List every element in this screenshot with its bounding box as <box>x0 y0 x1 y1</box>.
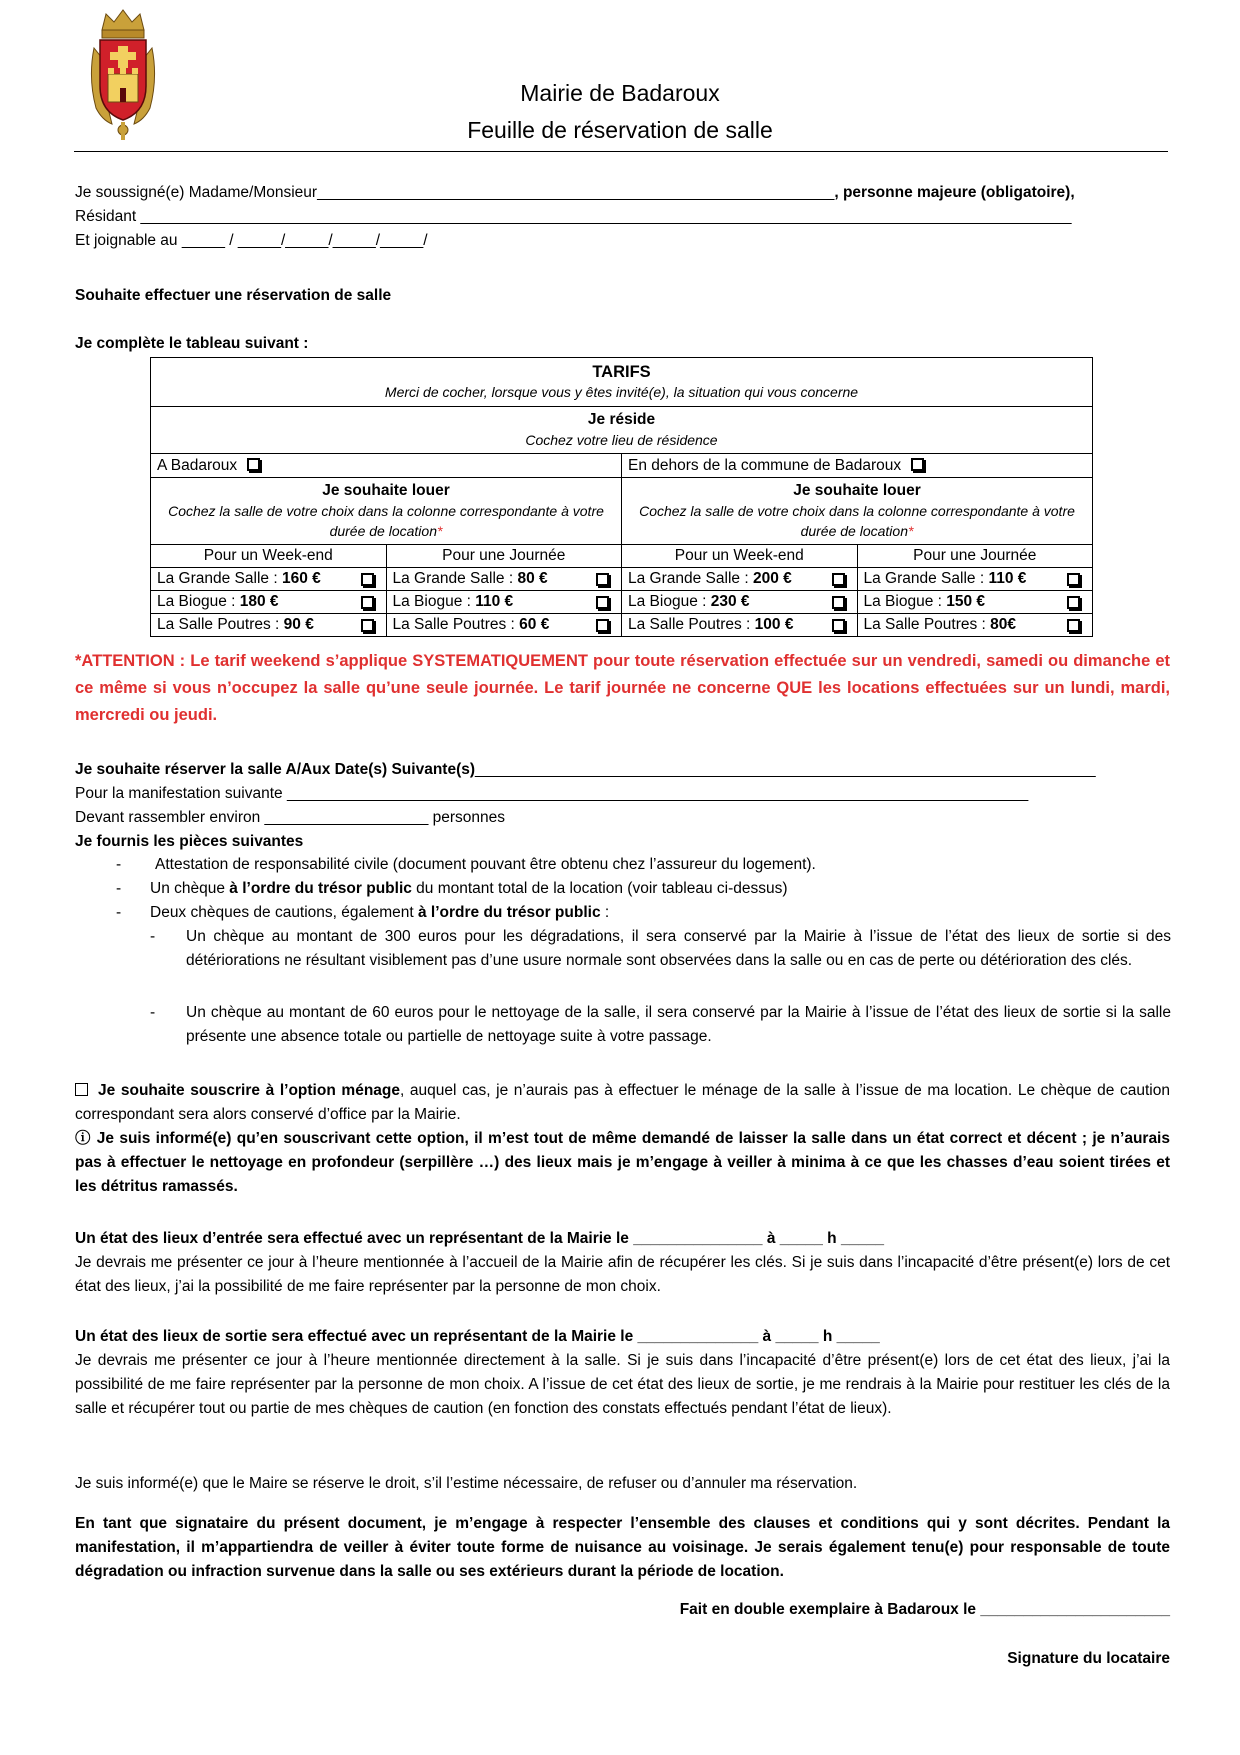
table-row <box>151 614 1093 637</box>
attention-notice: *ATTENTION : Le tarif weekend s’applique SYSTEMATIQUEMENT pour toute réservation effectuée sur un vendredi, samedi ou dimanche et ce même si vous n’occupez la salle qu’une seule journée. Le tarif journée ne concerne QUE les locations effectuées sur un lundi, mardi, mercredi ou jeudi. <box>75 652 1170 724</box>
price-value: 110 € <box>988 570 1027 587</box>
louer-header-left <box>151 478 622 545</box>
price-checkbox[interactable] <box>361 573 374 586</box>
piece-attestation: Attestation de responsabilité civile (document pouvant être obtenu chez l’assureur du logement). <box>155 856 816 873</box>
price-cell <box>622 591 858 614</box>
price-cell <box>857 568 1093 591</box>
page-title-line1: Mairie de Badaroux <box>520 80 720 106</box>
room-label: La Salle Poutres : <box>157 616 284 633</box>
price-cell <box>386 614 622 637</box>
price-value: 160 € <box>281 570 321 587</box>
room-label: La Grande Salle : <box>863 570 989 587</box>
caution-nettoyage: Un chèque au montant de 60 euros pour le nettoyage de la salle, il sera conservé par la Mairie à l’issue de l’état des lieux de sortie si la salle présente une absence totale ou partielle de nettoyage suite à votre passage. <box>186 1004 1171 1045</box>
etat-entree-field[interactable]: Un état des lieux d’entrée sera effectué avec un représentant de la Mairie le _______________ à _____ h _____ <box>75 1230 885 1247</box>
price-value: 200 € <box>752 570 792 587</box>
price-cell <box>386 568 622 591</box>
louer-subtitle-left: Cochez la salle de votre choix dans la colonne correspondante à votre durée de location <box>168 503 604 539</box>
dates-line <box>75 760 1096 780</box>
manifestation-field[interactable]: Pour la manifestation suivante ______________________________________________________________________________________ <box>75 785 1029 802</box>
residence-badaroux-cell <box>151 454 622 478</box>
col-journee-outside: Pour une Journée <box>857 545 1093 568</box>
caution-degradations: Un chèque au montant de 300 euros pour les dégradations, il sera conservé par la Mairie à l’issue de l’état des lieux de sortie si des détériorations ne résultant visiblement pas d’une usure normale sont observées dans la salle ou en cas de perte ou détérioration des clés. <box>186 928 1171 969</box>
piece-cheques-caution: Deux chèques de cautions, également à l’ordre du trésor public : <box>150 904 610 921</box>
louer-subtitle-right: Cochez la salle de votre choix dans la colonne correspondante à votre durée de location <box>639 503 1075 539</box>
residence-badaroux-checkbox[interactable] <box>247 458 260 471</box>
residence-header-cell <box>151 407 1093 454</box>
price-checkbox[interactable] <box>832 619 845 632</box>
identity-name-suffix: , personne majeure (obligatoire), <box>834 184 1075 201</box>
etat-sortie-field[interactable]: Un état des lieux de sortie sera effectué avec un représentant de la Mairie le ______________ à _____ h _____ <box>75 1328 880 1345</box>
piece-cheque-location: Un chèque à l’ordre du trésor public du montant total de la location (voir tableau ci-dessus) <box>150 880 788 897</box>
room-label: La Biogue : <box>628 593 711 610</box>
price-checkbox[interactable] <box>1067 619 1080 632</box>
price-cell <box>857 614 1093 637</box>
price-cell <box>151 568 387 591</box>
residence-title: Je réside <box>587 411 656 428</box>
room-label: La Biogue : <box>392 593 476 610</box>
etat-sortie-text: Je devrais me présenter ce jour à l’heure mentionnée directement à la salle. Si je suis dans l’incapacité d’être présent(e) lors de cet état des lieux, j’ai la possibilité de me faire représenter par la personne de mon choix. A l’issue de cet état des lieux de sortie, je me rendrais à la Mairie pour restituer les clés de la salle et récupérer tout ou partie de mes chèques de caution (en fonction des constats effectués pendant l’état de lieux). <box>75 1352 1170 1417</box>
residence-outside-cell <box>622 454 1093 478</box>
price-checkbox[interactable] <box>1067 573 1080 586</box>
col-weekend-outside: Pour un Week-end <box>622 545 858 568</box>
room-label: La Biogue : <box>863 593 947 610</box>
louer-star-right: * <box>907 523 914 539</box>
dates-field[interactable]: ________________________________________________________________________ <box>475 761 1096 778</box>
table-row <box>151 591 1093 614</box>
tarifs-title: TARIFS <box>592 363 651 381</box>
signature-label: Signature du locataire <box>1007 1650 1170 1667</box>
price-checkbox[interactable] <box>361 619 374 632</box>
price-value: 150 € <box>946 593 986 610</box>
louer-star-left: * <box>436 523 443 539</box>
price-cell <box>151 614 387 637</box>
price-value: 180 € <box>239 593 279 610</box>
louer-title-left: Je souhaite louer <box>322 482 450 499</box>
price-checkbox[interactable] <box>832 596 845 609</box>
pieces-heading: Je fournis les pièces suivantes <box>75 833 304 850</box>
identity-name-prefix: Je soussigné(e) Madame/Monsieur <box>75 184 318 201</box>
price-value: 100 € <box>754 616 794 633</box>
price-checkbox[interactable] <box>361 596 374 609</box>
list-dash: - <box>150 928 156 945</box>
col-weekend-badaroux: Pour un Week-end <box>151 545 387 568</box>
menage-option <box>75 1079 1170 1127</box>
room-label: La Grande Salle : <box>157 570 282 587</box>
price-value: 80€ <box>990 616 1017 633</box>
menage-info <box>75 1127 1170 1199</box>
room-label: La Biogue : <box>157 593 240 610</box>
residence-subtitle: Cochez votre lieu de résidence <box>525 432 718 448</box>
dates-label: Je souhaite réserver la salle A/Aux Date(s) Suivante(s) <box>75 761 476 778</box>
col-journee-badaroux: Pour une Journée <box>386 545 622 568</box>
refus-notice: Je suis informé(e) que le Maire se réserve le droit, s’il l’estime nécessaire, de refuser ou d’annuler ma réservation. <box>75 1475 858 1492</box>
identity-line-name <box>75 183 1075 203</box>
price-cell <box>386 591 622 614</box>
menage-checkbox[interactable] <box>75 1083 88 1096</box>
menage-option-label: Je souhaite souscrire à l’option ménage <box>98 1082 400 1099</box>
people-count-field[interactable]: Devant rassembler environ ___________________ personnes <box>75 809 506 826</box>
list-dash: - <box>116 880 122 897</box>
price-cell <box>622 568 858 591</box>
reservation-request-heading: Souhaite effectuer une réservation de salle <box>75 287 392 304</box>
price-cell <box>857 591 1093 614</box>
menage-option-text: , auquel cas, je n’aurais pas à effectuer le ménage de la salle à l’issue de ma location. Le chèque de caution correspondant sera alors conservé d’office par la Mairie. <box>75 1082 1170 1123</box>
room-label: La Salle Poutres : <box>863 616 991 633</box>
price-checkbox[interactable] <box>832 573 845 586</box>
menage-info-text: Je suis informé(e) qu’en souscrivant cette option, il m’est tout de même demandé de laisser la salle dans un état correct et décent ; je n’aurais pas à effectuer le nettoyage en profondeur (serpillère …) des lieux mais je m’engage à veiller à minima à ce que les chasses d’eau soient tirées et les détritus ramassés. <box>75 1130 1170 1195</box>
etat-entree-text: Je devrais me présenter ce jour à l’heure mentionnée à l’accueil de la Mairie afin de récupérer les clés. Si je suis dans l’incapacité d’être présent(e) lors de cet état des lieux, j’ai la possibilité de me faire représenter par la personne de mon choix. <box>75 1254 1170 1295</box>
room-label: La Salle Poutres : <box>392 616 520 633</box>
price-checkbox[interactable] <box>1067 596 1080 609</box>
price-cell <box>151 591 387 614</box>
phone-field[interactable]: Et joignable au _____ / _____/_____/_____/_____/ <box>75 232 428 249</box>
table-row <box>151 568 1093 591</box>
room-label: La Grande Salle : <box>628 570 753 587</box>
residence-outside-label: En dehors de la commune de Badaroux <box>628 456 902 474</box>
price-value: 90 € <box>283 616 314 633</box>
tarifs-table <box>150 357 1093 637</box>
residence-outside-checkbox[interactable] <box>911 458 924 471</box>
fait-date-field[interactable]: Fait en double exemplaire à Badaroux le ______________________ <box>679 1601 1170 1618</box>
price-checkbox[interactable] <box>596 619 609 632</box>
tarifs-subtitle: Merci de cocher, lorsque vous y êtes invité(e), la situation qui vous concerne <box>384 384 859 400</box>
info-icon: ⓘ <box>75 1130 92 1147</box>
room-label: La Salle Poutres : <box>628 616 755 633</box>
price-value: 230 € <box>710 593 750 610</box>
louer-header-right <box>622 478 1093 545</box>
list-dash: - <box>150 1004 156 1021</box>
town-crest-logo <box>88 8 158 144</box>
price-value: 110 € <box>475 593 514 610</box>
price-cell <box>622 614 858 637</box>
page-title-line2: Feuille de réservation de salle <box>467 117 773 143</box>
tarifs-header-cell <box>151 358 1093 407</box>
residence-badaroux-label: A Badaroux <box>157 456 238 474</box>
list-dash: - <box>116 856 122 873</box>
louer-title-right: Je souhaite louer <box>793 482 921 499</box>
price-value: 80 € <box>517 570 548 587</box>
price-checkbox[interactable] <box>596 596 609 609</box>
price-checkbox[interactable] <box>596 573 609 586</box>
name-field[interactable]: ____________________________________________________________ <box>317 184 835 201</box>
header-divider <box>74 151 1168 152</box>
engagement-text: En tant que signataire du présent document, je m’engage à respecter l’ensemble des clauses et conditions qui y sont décrites. Pendant la manifestation, il m’appartiendra de veiller à éviter toute forme de nuisance au voisinage. Je serais également tenu(e) pour responsable de toute dégradation ou infraction survenue dans la salle ou ses extérieurs durant la période de location. <box>75 1515 1170 1580</box>
price-value: 60 € <box>519 616 550 633</box>
list-dash: - <box>116 904 122 921</box>
residence-field[interactable]: Résidant ____________________________________________________________________________________________________________ <box>75 208 1072 225</box>
table-intro-heading: Je complète le tableau suivant : <box>75 335 309 352</box>
room-label: La Grande Salle : <box>392 570 518 587</box>
